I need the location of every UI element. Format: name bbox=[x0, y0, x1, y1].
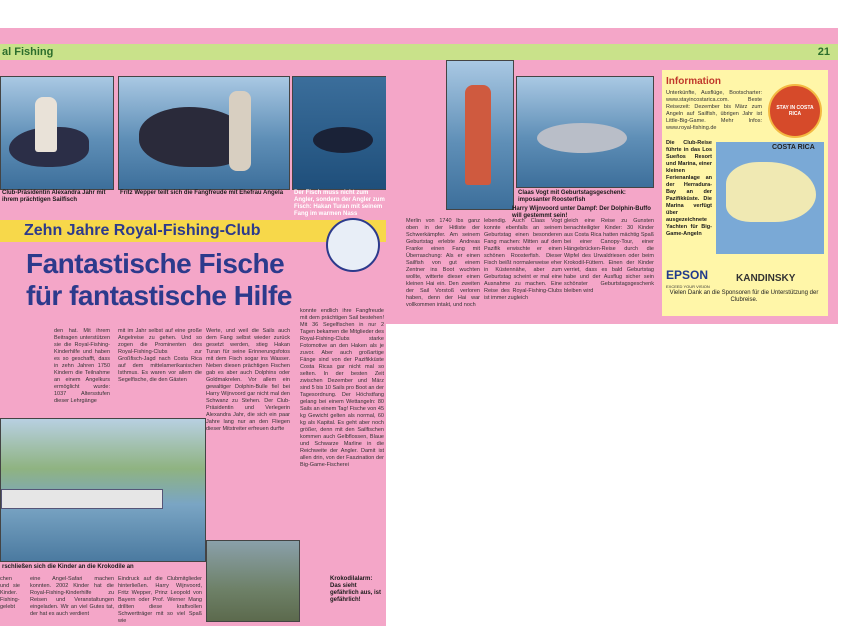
info-box bbox=[662, 70, 828, 316]
caption-bottom: rschließen sich die Kinder an die Krokodile an bbox=[2, 564, 134, 570]
body-column-7: gleich eine Reise zu Gunsten benachteiligter Kinder: 30 Kinder aus Costa Rica hatten mächtig Spaß bei einer Canopy-Tour, einer Hängebrücken-Reise durch die Wipfel des Urwaldriesen oder beim Krokodil-Füttern. Einen der Kinder verriet, dass es bald Geburtstag habe und der Ausflug sicher sein schönster Geburtstagsgeschenk bleiben wird bbox=[564, 218, 654, 294]
rubric-label: al Fishing bbox=[2, 46, 54, 58]
sailfish-shape bbox=[313, 127, 373, 153]
caption-wijnvoord: Harry Wijnvoord unter Dampf: Der Dolphin-Buffo will gestemmt sein! bbox=[512, 206, 651, 219]
body-column-1: den hat. Mit ihrem Beitragen unterstützen sie die Royal-Fishing-Kinderhilfe und haben es so geschafft, dass in zehn Jahren 1750 Kindern die Teilnahme an einem Angelkurs ermöglicht wurde: 1037 Altersstufen dieser Lehrgänge bbox=[54, 328, 110, 404]
lower-column-a: chen und sie Kinder. Fishing-gelebt bbox=[0, 576, 20, 610]
photo-crocodile bbox=[206, 540, 300, 622]
person-figure bbox=[465, 85, 491, 185]
page-number: 21 bbox=[817, 46, 830, 58]
caption-vogt: Claas Vogt mit Geburtstagsgeschenk: imposanter Roosterfish bbox=[518, 190, 626, 203]
photo-turan-water bbox=[292, 76, 386, 190]
left-clipping bbox=[0, 28, 386, 626]
epson-logo bbox=[666, 266, 730, 289]
body-column-3: Werte, und weil die Sails auch dem Fang selbst wieder zurück gesetzt werden, stieg Hakan Turan für seine Erinnerungsfotos mit dem Fisch sogar ins Wasser. Neben diesen prächtigen Fischen gab es aber auch Dolphins oder Goldmakrelen. Vor allem ein gewaltiger Dolphin-Bulle fiel bei Harry Wijnvoord gar nicht mal den Schwanz zu Stehen. Der Club-Präsidentin und Verlegerin Alexandra Jahr, die sich ein paar Jahre lang nur an den Fliegen dieser Mitstreiter erfreuen durfte bbox=[206, 328, 290, 432]
sponsor2: KANDINSKY bbox=[736, 273, 796, 284]
info-thanks: Vielen Dank an die Sponsoren für die Unterstützung der Clubreise. bbox=[669, 290, 819, 303]
rubric-bar-right bbox=[386, 44, 838, 60]
roosterfish-shape bbox=[537, 123, 627, 153]
person-figure bbox=[35, 97, 57, 152]
photo-wepper bbox=[118, 76, 290, 190]
map-land bbox=[726, 162, 816, 222]
caption-turan: Der Fisch muss nicht zum Angler, sondern der Angler zum Fisch: Hakan Turan mit seinem Fang im warmen Nass bbox=[294, 190, 385, 217]
caption-wepper: Fritz Wepper teilt sich die Fangfreude mit Ehefrau Angela bbox=[120, 190, 284, 196]
caption-president: Club-Präsidentin Alexandra Jahr mit ihrem prächtigen Sailfisch bbox=[2, 190, 106, 203]
info-title: Information bbox=[666, 76, 721, 87]
lower-column-c: Eindruck auf die Clubmitglieder hinterließen. Harry Wijnvoord, Fritz Wepper, Prinz Leopold von Bayern oder Prof. Werner Mang drillten diese kraftvollen Schwertträger mit so viel Spaß wie bbox=[118, 576, 202, 624]
body-column-4: konnte endlich ihre Fangfreude mit dem prächtigen Sail bestehen! Mit 36 Segelfischen in nur 2 Tagen bekamen die Mitglieder des Royal-Fishing-Clubs starke Fotomotive an den Haken als je zuvor. Aber auch großartige Fänge sind von der Pazifikküste Costa Ricas gar nicht mal so selten. In der besten Zeit zwischen Dezember und März sind 5 bis 10 Sails pro Boot an der Tagesordnung. Der Höchstfang gelang bei einem Wettangeln: 80 Sails an einem Tag! Fische von 45 kg Gewicht gelten als normal, 60 kg als Kapital. Es geht aber noch größer, denn mit den Sailfischen kommen auch Gelbflossen, Blaue und Schwarze Marline in die Reichweite der Angler. Damit ist allen drin, von der Faszination der Big-Game-Fischerei bbox=[300, 308, 384, 468]
right-clipping bbox=[386, 28, 838, 324]
rubric-bar bbox=[0, 44, 386, 60]
photo-vogt bbox=[516, 76, 654, 188]
club-logo-icon bbox=[326, 218, 380, 272]
sponsor1-sub: EXCEED YOUR VISION bbox=[666, 284, 710, 289]
photo-boat bbox=[0, 418, 206, 562]
info-tour-text: Die Club-Reise führte in das Los Sueños Resort und Marina, einer kleinen Ferienanlage an der Herradura-Bay an der Pazifikküste. Die Marina verfügt über ausgezeichnete Yachten für Big-Game-Angeln bbox=[666, 140, 712, 237]
map-title: COSTA RICA bbox=[772, 144, 815, 151]
kicker: Zehn Jahre Royal-Fishing-Club bbox=[24, 222, 261, 239]
person-figure bbox=[229, 91, 251, 171]
boat-shape bbox=[1, 489, 163, 509]
sponsor1: EPSON bbox=[666, 268, 709, 282]
caption-crocodile: Krokodilalarm: Das sieht gefährlich aus, ist gefährlich! bbox=[330, 576, 382, 603]
body-column-2: mit im Jahr selbst auf eine große Angelreise zu gehen. Und so zogen die Prominenten des Royal-Fishing-Clubs zur Großfisch-Jagd nach Costa Rica auf dem mittelamerikanischen Isthmus. Es waren vor allem die Segelfische, die den Gästen bbox=[118, 328, 202, 383]
photo-president bbox=[0, 76, 114, 190]
headline-line1: Fantastische Fische bbox=[26, 248, 285, 279]
lower-column-b: eine Angel-Safari machen konnten. 2002 Kinder hat die Royal-Fishing-Kinderhilfe zu Reisen und Veranstaltungen eingeladen. Wir an viel Gutes tat, der hat es auch verdient bbox=[30, 576, 114, 617]
body-column-5: Merlin von 1740 lbs ganz oben in der Hitliste der Schwerkämpfer. Am seinem Geburtstag erlebte Andreas Franke einen Fang mit Überraschung: Als er einen Sailfish von gut einem Zentner ins Boot wuchten wollte, witterte dieser einen kleinen Hai ein. Den zweiten der Sail Vorstoß verloren haben, denn der Hai war vollkommen intakt, und noch bbox=[406, 218, 480, 308]
costa-rica-map bbox=[716, 142, 824, 254]
photo-wijnvoord bbox=[446, 60, 514, 210]
headline-line2: für fantastische Hilfe bbox=[26, 280, 292, 311]
body-column-6: lebendig. Auch Claas Vogt konnte ebenfalls an seinem Geburtstag einen besonderen Fang machen: Mitten auf dem Pazifik erwischte er einen schönen Roosterfish. Dieser Fisch beißt normalerweise eher in Küstennähe, aber zum Geburtstag scheint er mal eine Ausnahme zu machen. Eine Reise des Royal-Fishing-Clubs ist immer zugleich bbox=[484, 218, 562, 301]
stay-in-costa-rica-badge-icon bbox=[768, 84, 822, 138]
badge-label: STAY IN COSTA RICA bbox=[776, 105, 814, 117]
kandinsky-logo bbox=[736, 268, 824, 286]
info-text: Unterkünfte, Ausflüge, Bootscharter: www.stayincostarica.com. Beste Reisezeit: Dezember bis März zum Angeln auf Sailfish, übrigen Jahr ist Little-Big-Game. Mehr Infos: www.royal-fishing.de bbox=[666, 90, 762, 131]
